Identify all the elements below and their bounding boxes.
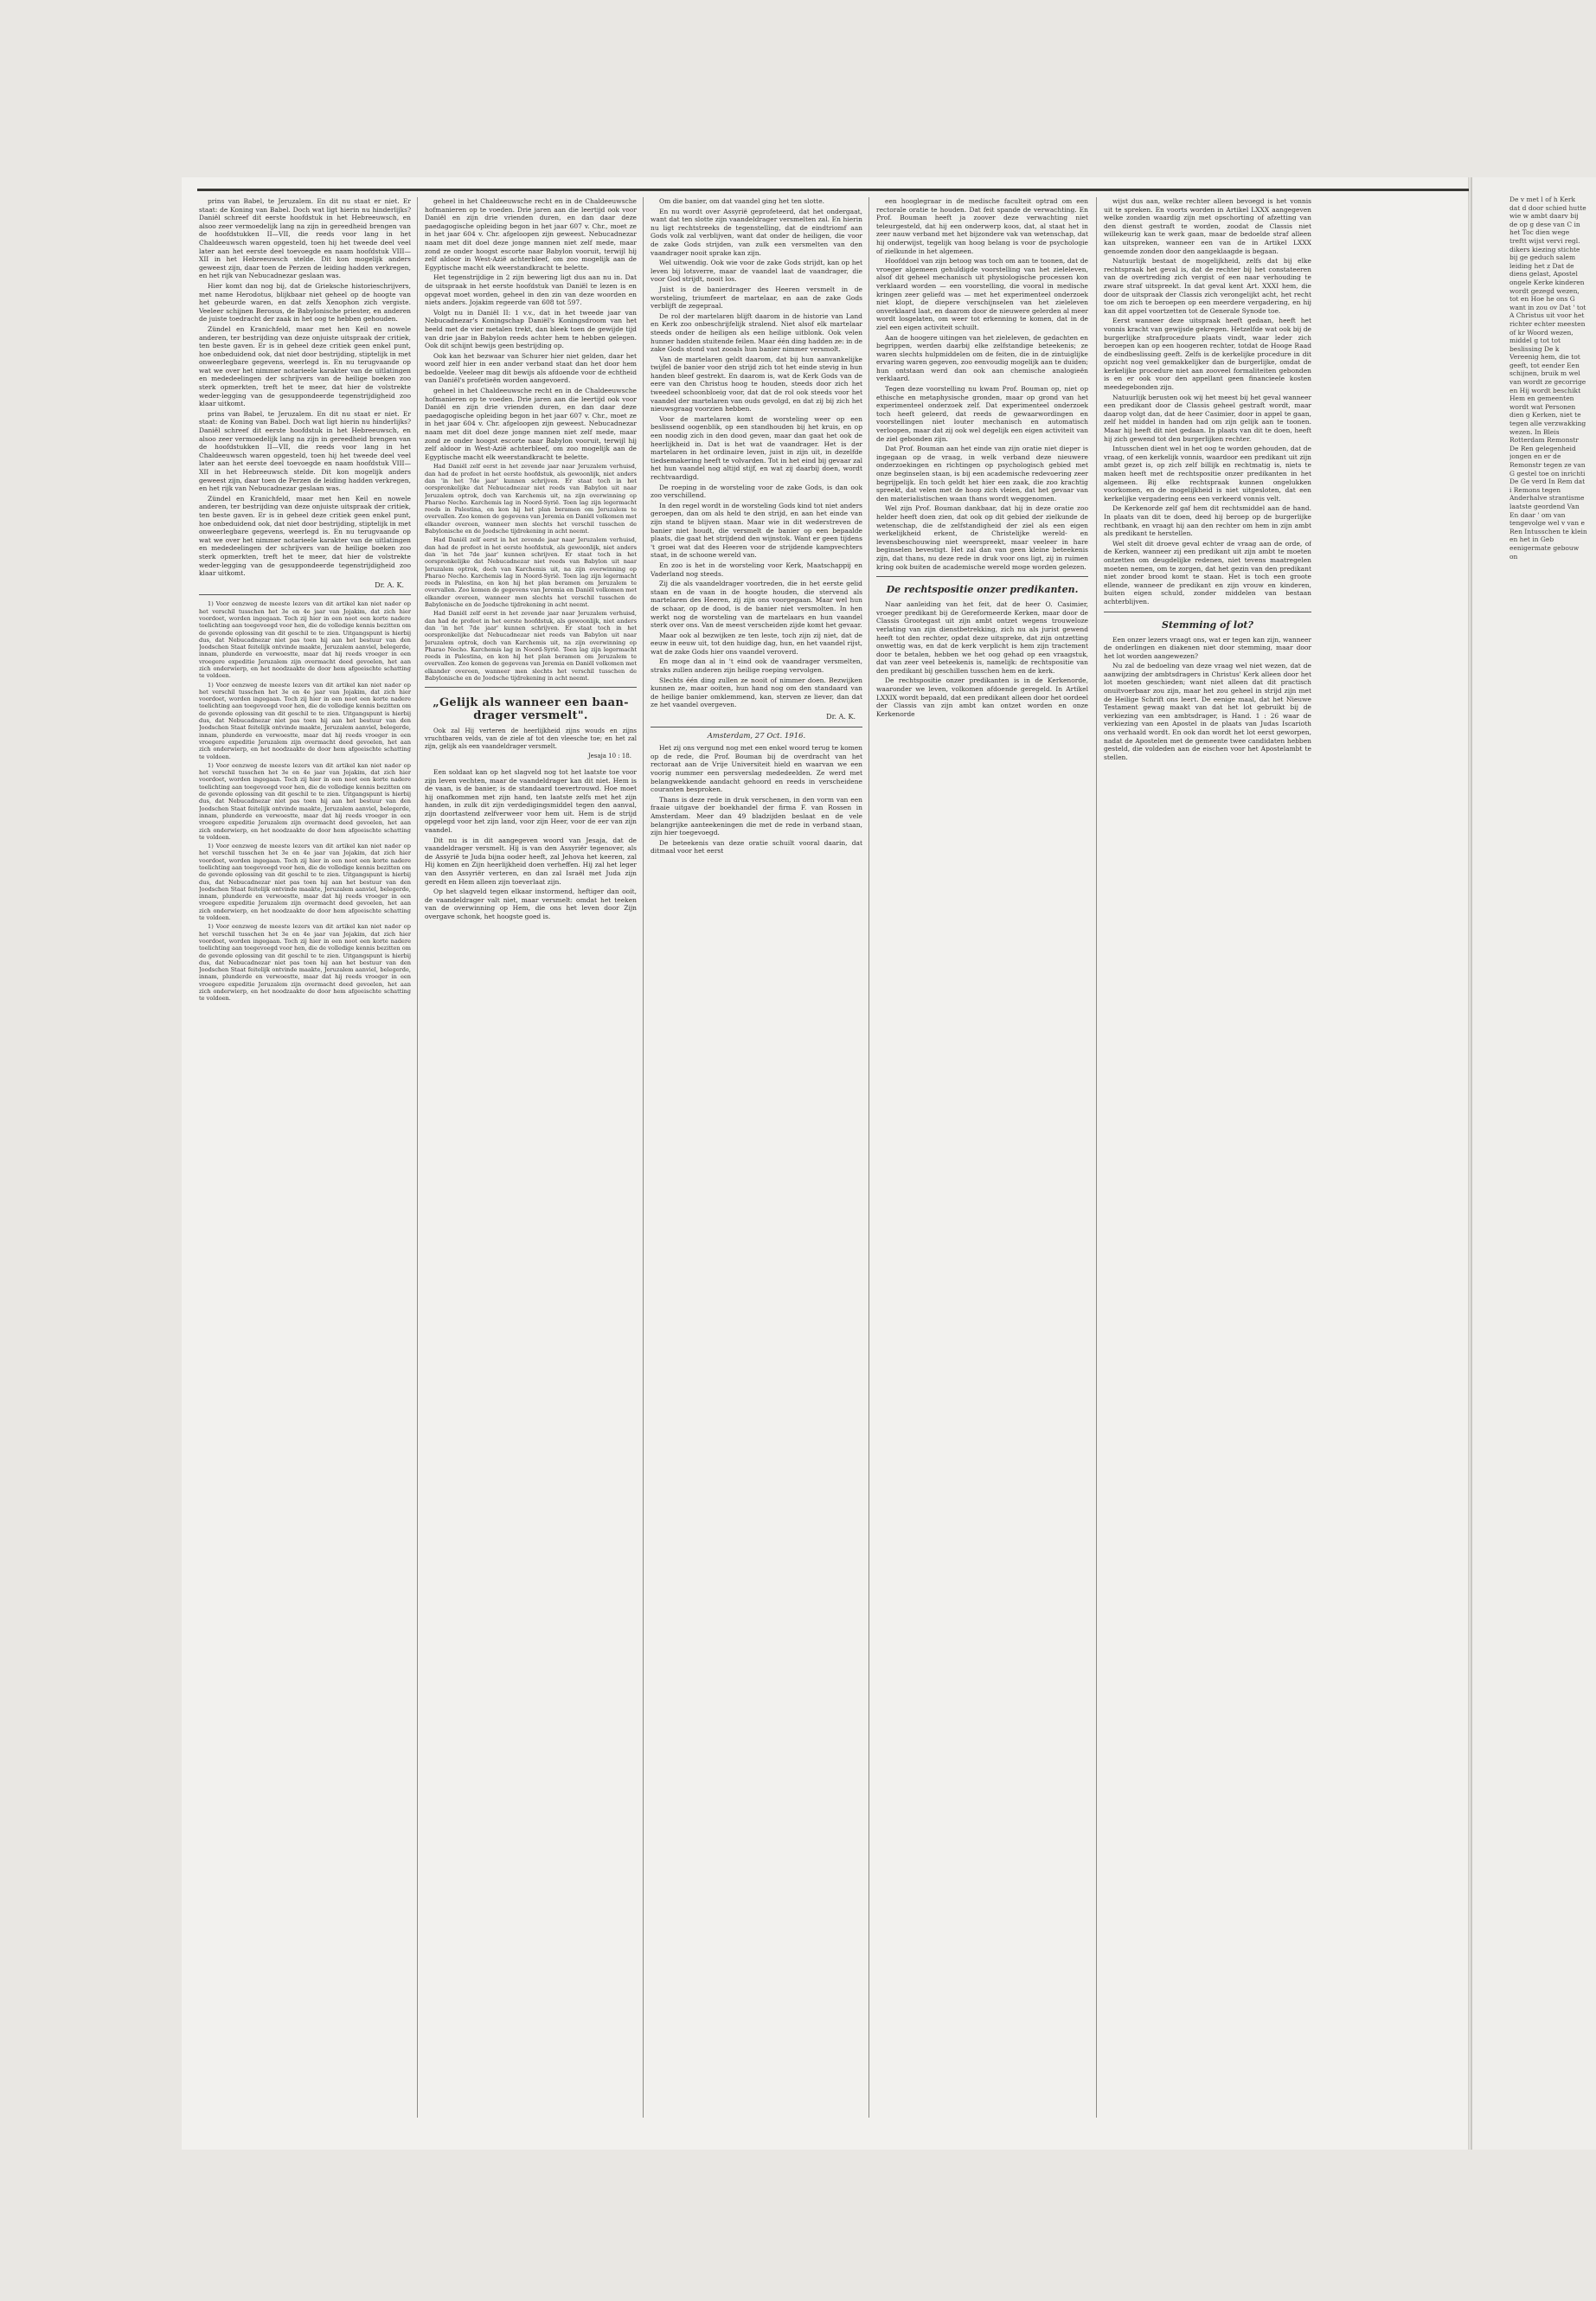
- paragraph: geheel in het Chaldeeuwsche recht en in de Chaldeeuwsche hofmanieren op te voeden. Drie jaren aan die leertijd ook voor Daniël en zijn drie vrienden duren, en dan daar deze paedagogische opleiding begon in het jaar 607 v. Chr., moet ze in het jaar 604 v. Chr. afgeloopen zijn geweest. Nebucadnezar naam met dit doel deze jonge mannen niet zelf mede, maar zond ze onder hoogst escorte naar Babylon vooruit, terwijl hij zelf aldoor in West-Azië achterbleef, om zoo mogelijk aan de Egyptische macht elk weerstandkracht te belette.: [425, 387, 637, 461]
- footnote: 1) Voor eenzweg de meeste lezers van dit artikel kan niet nader op het verschil tusschen het 3e en 4e jaar van Jojakim, dat zich hier voordoet, worden ingegaan. Toch zij hier in een noot een korte nadere toelichting aan toegevoegd voor hen, die de volledige kennis bezitten om de gevonde oplossing van dit geschil te te zien. Uitgangspunt is hierbij dus, dat Nebucadnezar niet pas toen hij aan het bestuur van den Joodschen Staat feitelijk ontvinde maakte, Jeruzalem aanviel, belegerde, innam, plunderde en verwoestte, maar dat hij reeds vroeger in een vroegere expeditie Jeruzalem zijn overmacht deed gevoelen, het aan zich onderwierp, en het noodzaakte de door hem afgeeischte schatting te voldoen.: [199, 923, 411, 1003]
- paragraph: Hoofddoel van zijn betoog was toch om aan te toonen, dat de vroeger algemeen gehuldigde voorstelling van het zieleleven, alsof dit geheel mechanisch uit physiologische processen kon verklaard worden — een voorstelling, die vooral in medische kringen zeer geliefd was — met het experimenteel onderzoek niet klopt, de diepere verschijnselen van het zieleleven onverklaard laat, en daarom door de nieuwere gelerden al meer wordt losgelaten, om weer tot erkenning te komen, dat in de ziel een eigen activiteit schuilt.: [876, 257, 1088, 331]
- footnote: Had Daniël zelf eerst in het zevende jaar naar Jeruzalem verhuisd, dan had de profeet in het eerste hoofdstuk, als gewoonlijk, niet anders dan 'in het 7de jaar' kunnen schrijven. Er staat toch in het oorspronkelijke dat Nebucadnezar niet reeds van Babylon uit naar Jeruzalem optrok, doch van Karchemis uit, na zijn overwinning op Pharao Necho. Karchemis lag in Noord-Syrië. Toen lag zijn legermacht reeds in Palestina, en kon hij het plan beramen om Jeruzalem te overvallen. Zoo komen de gegevens van Jeremia en Daniël volkomen met elkander overeen, wanneer men slechts het verschil tusschen de Babylonische en de Joodsche tijdrekening in acht neemt.: [425, 610, 637, 683]
- paragraph: Zündel en Kranichfeld, maar met hen Keil en nowele anderen, ter bestrijding van deze onjuiste uitspraak der critiek, ten beste gaven. Er is in geheel deze critiek geen enkel punt, hoe onbeduidend ook, dat niet door bestrijding, stiptelijk in met onweerlegbare gegevens, weerlegd is. En nu terugvaande op wat we over het nimmer notarieele karakter van de uitlatingen en mededeelingen der schrijvers van de heilige boeken zoo sterk opmerkten, treft het te meer, dat hier de volstrekte weder-legging van de gesuppondeerde tegenstrijdigheid zoo klaar uitkomt.: [199, 494, 411, 578]
- paragraph: prins van Babel, te Jeruzalem. En dit nu staat er niet. Er staat: de Koning van Babel. Doch wat ligt hierin nu hinderlijks? Daniël schreef dit eerste hoofdstuk in het Hebreeuwsch, en alsoo zeer vermoedelijk lang na zijn in gereedheid brengen van de hoofdstukken II—VII, die reeds voor lang in het Chaldeeuwsch waren opgesteld, toen hij het tweede deel veel later aan het eerste deel toevoegde en naam hoofdstuk VIII—XII in het Hebreeuwsch stelde. Dit kon mogelijk anders geweest zijn, daar toen de Perzen de leiding hadden verkregen, en het rijk van Nebucadnezar geslaan was.: [199, 197, 411, 280]
- paragraph: Wel stelt dit droeve geval echter de vraag aan de orde, of de Kerken, wanneer zij een predikant uit zijn ambt te moeten ontzetten om deugdelijke redenen, niet tevens maatregelen moeten nemen, om te zorgen, dat het gezin van den predikant niet zonder brood komt te staan. Het is toch een groote ellende, wanneer de predikant en zijn vrouw en kinderen, buiten eigen schuld, zonder middelen van bestaan achterblijven.: [1104, 539, 1311, 606]
- paragraph: En moge dan al in 't eind ook de vaandrager versmelten, straks zullen anderen zijn heilige roeping vervolgen.: [651, 657, 862, 675]
- paragraph: De rol der martelaren blijft daarom in de historie van Land en Kerk zoo onbeschrijfelijk stralend. Niet alsof elk martelaar steeds onder de heiligen als een heilige uitblonk. Ook velen hunner hadden stuitende feilen. Maar één ding hadden ze: in de zake Gods stond vast zooals hun banier nimmer versmolt.: [651, 311, 862, 354]
- paragraph: Volgt nu in Daniël II: 1 v.v., dat in het tweede jaar van Nebucadnezar's Koningschap Daniël's Koningsdroom van het beeld met de vier metalen trekt, dan bleek toen de gewijde tijd van drie jaar in Babylon reeds achter hem te hebben gelegen. Ook dit schijnt bewijs geen bestrijding op.: [425, 308, 637, 350]
- paragraph: Een soldaat kan op het slagveld nog tot het laatste toe voor zijn leven vechten, maar de vaandeldrager kan dit niet. Hem is de vaan, is de banier, is de standaard toevertrouwd. Hoe moet hij onafkommen met zijn hand, ten laatste zelfs met het zijn handen, in zulk dit zijn verdedigingsmiddel tegen den aanval, zijn doortastend zelfverweer voor hem uit. Hem is de strijd opgelegd voor het zijn land, voor zijn Heer, voor de eer van zijn vaandel.: [425, 767, 637, 835]
- paragraph: En zoo is het in de worsteling voor Kerk, Maatschappij en Vaderland nog steeds.: [651, 561, 862, 578]
- paragraph: Om die banier, om dat vaandel ging het ten slotte.: [659, 197, 825, 205]
- paragraph: Natuurlijk bestaat de mogelijkheid, zelfs dat bij elke rechtspraak het geval is, dat de rechter bij het constateeren van de overtreding zich vergist of een naar verhouding te zware straf uitspreekt. In dat geval kent Art. XXXI hem, die door de uitspraak der Classis zich verongelijkt acht, het recht toe om zich te beroepen op een meerdere vergadering, en hij kan dit appel voortzetten tot de Generale Synode toe.: [1104, 257, 1311, 315]
- paragraph: Wel zijn Prof. Bouman dankbaar, dat hij in deze oratie zoo helder heeft doen zien, dat ook op dit gebied der zielkunde de wetenschap, die de zelfstandigheid der ziel als een eigen werkelijkheid erkent, de Christelijke wereld- en levensbeschouwing niet weerspreekt, maar veeleer in hare beginselen bevestigt. Het zal dan van geen kleine beteekenis zijn, dat thans, nu deze rede in druk voor ons ligt, zij in ruimen kring ook buiten de academische wereld moge worden gelezen.: [876, 504, 1088, 571]
- paragraph: Slechts één ding zullen ze nooit of nimmer doen. Bezwijken kunnen ze, maar ooiten, hun hand nog om den standaard van de heilige banier omklemmend, kan, sterven ze liever, dan dat ze het vaandel overgeven.: [651, 676, 862, 709]
- paragraph: Het tegenstrijdige in 2 zijn bewering ligt dus aan nu in. Dat de uitspraak in het eerste hoofdstuk van Daniël te lezen is en opgevat moet worden, geheel in den zin van deze woorden en niets anders. Jojakim regeerde van 608 tot 597.: [425, 273, 637, 307]
- column-2: [425, 197, 637, 2122]
- dateline: Amsterdam, 27 Oct. 1916.: [707, 731, 806, 740]
- scripture-quote: Ook zal Hij verteren de heerlijkheid zijns wouds en zijns vruchtbaren velds, van de ziele af tot den vleesche toe; en het zal zijn, gelijk als een vaandeldrager versmelt.: [425, 727, 637, 751]
- column-1: [199, 197, 411, 2122]
- paragraph: Eerst wanneer deze uitspraak heeft gedaan, heeft het vonnis kracht van gewijsde gekregen. Hetzelfde wat ook bij de burgerlijke strafprocedure plaats vindt, waar leder zich beroepen kan op een hoogeren rechter, totdat de Hooge Raad de eindbeslissing geeft. Zelfs is de kerkelijke procedure in dit opzicht nog veel gemakkelijker dan de burgerlijke, omdat de kerkelijke procedure niet aan zooveel formaliteiten gebonden is en er ook voor den appellant geen financieele kosten meedegebonden zijn.: [1104, 317, 1311, 392]
- article-heading: De rechtspositie onzer predikanten.: [886, 584, 1079, 596]
- paragraph: Zij die als vaandeldrager voortreden, die in het eerste gelid staan en de vaan in de hoogte houden, die stervend als martelaren des Heeren, zij zijn ons voorgegaan. Maar wel hun de schaar, op de dood, is de banier niet versmolten. In hen werkt nog de worsteling van de martelaars en hun vaandel sterk over ons. Van de meest verscheiden zijde komt het gevaar.: [651, 580, 862, 630]
- top-rule: [197, 189, 1469, 191]
- column-3: [651, 197, 862, 2122]
- paragraph: geheel in het Chaldeeuwsche recht en in de Chaldeeuwsche hofmanieren op te voeden. Drie jaren aan die leertijd ook voor Daniël en zijn drie vrienden duren, en dan daar deze paedagogische opleiding begon in het jaar 607 v. Chr., moet ze in het jaar 604 v. Chr. afgeloopen zijn geweest. Nebucadnezar naam met dit doel deze jonge mannen niet zelf mede, maar zond ze onder hoogst escorte naar Babylon vooruit, terwijl hij zelf aldoor in West-Azië achterbleef, om zoo mogelijk aan de Egyptische macht elk weerstandkracht te belette.: [425, 197, 637, 272]
- paragraph: prins van Babel, te Jeruzalem. En dit nu staat er niet. Er staat: de Koning van Babel. Doch wat ligt hierin nu hinderlijks? Daniël schreef dit eerste hoofdstuk in het Hebreeuwsch, en alsoo zeer vermoedelijk lang na zijn in gereedheid brengen van de hoofdstukken II—VII, die reeds voor lang in het Chaldeeuwsch waren opgesteld, toen hij het tweede deel veel later aan het eerste deel toevoegde en naam hoofdstuk VIII—XII in het Hebreeuwsch stelde. Dit kon mogelijk anders geweest zijn, daar toen de Perzen de leiding hadden verkregen, en het rijk van Nebucadnezar geslaan was.: [199, 409, 411, 493]
- divider: [425, 687, 637, 688]
- footnote: Had Daniël zelf eerst in het zevende jaar naar Jeruzalem verhuisd, dan had de profeet in het eerste hoofdstuk, als gewoonlijk, niet anders dan 'in het 7de jaar' kunnen schrijven. Er staat toch in het oorspronkelijke dat Nebucadnezar niet reeds van Babylon uit naar Jeruzalem optrok, doch van Karchemis uit, na zijn overwinning op Pharao Necho. Karchemis lag in Noord-Syrië. Toen lag zijn legermacht reeds in Palestina, en kon hij het plan beramen om Jeruzalem te overvallen. Zoo komen de gegevens van Jeremia en Daniël volkomen met elkander overeen, wanneer men slechts het verschil tusschen de Babylonische en de Joodsche tijdrekening in acht neemt.: [425, 463, 637, 535]
- divider: [199, 594, 411, 595]
- footnote: 1) Voor eenzweg de meeste lezers van dit artikel kan niet nader op het verschil tusschen het 3e en 4e jaar van Jojakim, dat zich hier voordoet, worden ingegaan. Toch zij hier in een noot een korte nadere toelichting aan toegevoegd voor hen, die de volledige kennis bezitten om de gevonde oplossing van dit geschil te te zien. Uitgangspunt is hierbij dus, dat Nebucadnezar niet pas toen hij aan het bestuur van den Joodschen Staat feitelijk ontvinde maakte, Jeruzalem aanviel, belegerde, innam, plunderde en verwoestte, maar dat hij reeds vroeger in een vroegere expeditie Jeruzalem zijn overmacht deed gevoelen, het aan zich onderwierp, en het noodzaakte de door hem afgeeischte schatting te voldoen.: [199, 761, 411, 841]
- paragraph: Hier komt dan nog bij, dat de Grieksche historieschrijvers, met name Herodotus, blijkbaar niet geheel op de hoogte van het gebeurde waren, en dat zelfs Xenophon zich vergiste. Veeleer schijnen Berosus, de Babylonische priester, en anderen de juiste toedracht der zaak in het oog te hebben gehouden.: [199, 281, 411, 324]
- footnote: 1) Voor eenzweg de meeste lezers van dit artikel kan niet nader op het verschil tusschen het 3e en 4e jaar van Jojakim, dat zich hier voordoet, worden ingegaan. Toch zij hier in een noot een korte nadere toelichting aan toegevoegd voor hen, die de volledige kennis bezitten om de gevonde oplossing van dit geschil te te zien. Uitgangspunt is hierbij dus, dat Nebucadnezar niet pas toen hij aan het bestuur van den Joodschen Staat feitelijk ontvinde maakte, Jeruzalem aanviel, belegerde, innam, plunderde en verwoestte, maar dat hij reeds vroeger in een vroegere expeditie Jeruzalem zijn overmacht deed gevoelen, het aan zich onderwierp, en het noodzaakte de door hem afgeeischte schatting te voldoen.: [199, 843, 411, 922]
- column-4: [876, 197, 1088, 2122]
- paragraph: Het zij ons vergund nog met een enkel woord terug te komen op de rede, die Prof. Bouman bij de overdracht van het rectoraat aan de Vrije Universiteit hield en waarvan we een voorig nummer een persverslag mededeelden. Ze werd met belangwekkende aandacht gehoord en reeds in verscheidene couranten besproken.: [651, 744, 862, 794]
- paragraph: In den regel wordt in de worsteling Gods kind tot niet anders geroepen, dan om als held te den strijd, en aan het einde van zijn stand te blijven staan. Maar wie in dit wederstreven de banier niet houdt, die versmelt de banier op een bepaalde plaats, die gaat het strijdend den wijnstok. Want er geen tijdens 't groei wat dat des Heeren voor de strijdende kampvechters staat, in de schoone wereld van.: [651, 501, 862, 560]
- paragraph: Juist is de banierdrager des Heeren versmelt in de worsteling, triumfeert de martelaar, en aan de zake Gods verblijft de zegepraal.: [651, 285, 862, 311]
- paragraph: wijst dus aan, welke rechter alleen bevoegd is het vonnis uit te spreken. En voorts worden in Artikel LXXX aangegeven welke zonden waardig zijn met opschorting of afzetting van den dienst gestraft te worden, zoodat de Classis niet willekeurig kan te werk gaan, maar de bedoelde straf alleen kan uitspreken, wanneer een van de in Artikel LXXX genoemde zonden door den aangeklaagde is begaan.: [1104, 197, 1311, 255]
- paragraph: Dit nu is in dit aangegeven woord van Jesaja, dat de vaandeldrager versmelt. Hij is van den Assyriër tegenover, als de Assyrië te Juda bijna ooder heeft, zal Jehova het keeren, zal Hij komen en Zijn heerlijkheid doen verheffen. Hij zal het leger van den Assyriër verteren, en dan zal Israël met Juda zijn geredt en Hem alleen zijn toeverlaat zijn.: [425, 836, 637, 886]
- paragraph: De Kerkenorde zelf gaf hem dit rechtsmiddel aan de hand. In plaats van dit te doen, deed hij beroep op de burgerlijke rechtbank, en vraagt hij aan den rechter om hem in zijn ambt als predikant te herstellen.: [1104, 504, 1311, 538]
- footnote: 1) Voor eenzweg de meeste lezers van dit artikel kan niet nader op het verschil tusschen het 3e en 4e jaar van Jojakim, dat zich hier voordoet, worden ingegaan. Toch zij hier in een noot een korte nadere toelichting aan toegevoegd voor hen, die de volledige kennis bezitten om de gevonde oplossing van dit geschil te te zien. Uitgangspunt is hierbij dus, dat Nebucadnezar niet pas toen hij aan het bestuur van den Joodschen Staat feitelijk ontvinde maakte, Jeruzalem aanviel, belegerde, innam, plunderde en verwoestte, maar dat hij reeds vroeger in een vroegere expeditie Jeruzalem zijn overmacht deed gevoelen, het aan zich onderwierp, en het noodzaakte de door hem afgeeischte schatting te voldoen.: [199, 600, 411, 680]
- paragraph: Natuurlijk berusten ook wij het meest bij het geval wanneer een predikant door de Classis geheel gestraft wordt, maar daarop volgt dan, dat de heer Casimier, door in appel te gaan, zelf het middel in handen had om zijn gelijk aan te toonen. Maar hij heeft dit niet gedaan. In plaats van dit te doen, heeft hij zich gewend tot den burgerlijken rechter.: [1104, 393, 1311, 443]
- paragraph: Voor de martelaren komt de worsteling weer op een beslissend oogenblik, op een standhouden bij het kruis, en op een noodig zich in den dood geven, maar dan gaat het ook de heerlijkheid in. Dat is het wat de vaandrager. Het is der martelaren in het ordinaire leven, juist in zijn uit, in dezelfde tiedsemakering heeft te volvarden. Tot in het eind bij gevaar zal het hun vaandel nog altijd stijf, en wat zij daarbij doen, wordt rechtvaardigd.: [651, 414, 862, 481]
- paragraph: Nu zal de bedoeling van deze vraag wel niet wezen, dat de aanwijzing der ambtsdragers in Christus' Kerk alleen door het lot moeten geschieden; want niet alleen dat dit practisch onuitvoerbaar zou zijn, maar het zou geheel in strijd zijn met de Heilige Schrift ons leert. De eenige maal, dat het Nieuwe Testament gewag maakt van dat het lot gebruikt bij de verkiezing van een ambtsdrager, is Hand. 1 : 26 waar de verkiezing van een Apostel in de plaats van Judas Iscarioth ons verhaald wordt. En ook dan wordt het lot eerst geworpen, nadat de Apostelen met de gemeente twee candidaten hebben gesteld, die voldeden aan de eischen voor het Apostelambt te stellen.: [1104, 662, 1311, 761]
- paragraph: Op het slagveld tegen elkaar instormend, heftiger dan ooit, de vaandeldrager valt niet, maar versmelt: omdat het teeken van de overwinning op Hem, die ons het leven door Zijn overgave schonk, het hoogste goed is.: [425, 888, 637, 920]
- paragraph: Dat Prof. Bouman aan het einde van zijn oratie niet dieper is ingegaan op de vraag, in welk verband deze nieuwere onderzoekingen en richtingen op psychologisch gebied met onze beginselen staan, is bij een academische redevoering zeer begrijpelijk. En toch geldt het hier een zaak, die zoo krachtig spreekt, dat velen met de hoop zich vleien, dat het gevaar van den materialistischen waan thans wordt weggenomen.: [876, 445, 1088, 503]
- paragraph: Aan de hoogere uitingen van het zieleleven, de gedachten en begrippen, werden daarbij elke zelfstandige beteekenis; ze waren slechts hulpmiddelen om de feiten, die in de zintuiglijke ervaring waren gegeven, zoo eenvoudig mogelijk aan te duiden; hun ontstaan werd dan ook aan chemische analogieën verklaard.: [876, 333, 1088, 383]
- paragraph: Ook kan het bezwaar van Schurer hier niet gelden, daar het woord zelf hier in een ander verband staat dan het door hem bedoelde. Veeleer mag dit bewijs als afdoende voor de echtheid van Daniël's profetieën worden aangevoerd.: [425, 351, 637, 385]
- scripture-reference: Jesaja 10 : 18.: [587, 753, 631, 760]
- paragraph: Wel uitwendig. Ook wie voor de zake Gods strijdt, kan op het leven bij lotsverre, maar de vaandel laat de vaandrager, die voor God strijdt, nooit los.: [651, 259, 862, 284]
- divider: [876, 576, 1088, 577]
- signature: Dr. A. K.: [826, 713, 856, 721]
- paragraph: Zündel en Kranichfeld, maar met hen Keil en nowele anderen, ter bestrijding van deze onjuiste uitspraak der critiek, ten beste gaven. Er is in geheel deze critiek geen enkel punt, hoe onbeduidend ook, dat niet door bestrijding, stiptelijk in met onweerlegbare gegevens, weerlegd is. En nu terugvaande op wat we over het nimmer notarieele karakter van de uitlatingen en mededeelingen der schrijvers van de heilige boeken zoo sterk opmerkten, treft het te meer, dat hier de volstrekte weder-legging van de gesuppondeerde tegenstrijdigheid zoo klaar uitkomt.: [199, 324, 411, 408]
- column-rule: [1096, 197, 1097, 2118]
- paragraph: Maar ook al bezwijken ze ten leste, toch zijn zij niet, dat de eeuw in eeuw uit, tot den huidige dag, hun, en het vaandel rijst, wat de zake Gods hier ons vaandel veroverd.: [651, 631, 862, 656]
- article-heading: „Gelijk als wanneer een baan-drager versmelt".: [433, 696, 629, 723]
- column-5: [1104, 197, 1311, 2122]
- paragraph: Thans is deze rede in druk verschenen, in den vorm van een fraaie uitgave der boekhandel der firma F. van Rossen in Amsterdam. Meer dan 49 bladzijden beslaat en de vele belangrijke aanteekeningen die met de rede in verband staan, zijn hier toegevoegd.: [651, 795, 862, 837]
- paragraph: Naar aanleiding van het feit, dat de heer O. Casimier, vroeger predikant bij de Gereformeerde Kerken, maar door de Classis Grootegast uit zijn ambt ontzet wegens trouweloze verlating van zijn dienstbetrekking, zich nu als jurist gewend heeft tot den rechter, opdat deze uitspreke, dat zijn ontzetting onwettig was, en dat de kerk verplicht is hem zijn tractement door te betalen, hebben we het oog gehad op een vraagstuk, dat van zeer veel beteekenis is, namelijk: de rechtspositie van den predikant bij geschillen tusschen hem en de kerk.: [876, 600, 1088, 675]
- paragraph: Intusschen dient wel in het oog te worden gehouden, dat de vraag, of een kerkelijk vonnis, waardoor een predikant uit zijn ambt gezet is, op zich zelf billijk en rechtmatig is, niets te maken heeft met de rechtspositie onzer predikanten in het algemeen. Bij elke rechtspraak kunnen ongelukken voorkomen, en de mogelijkheid is niet uitgesloten, dat een kerkelijke vergadering eens een verkeerd vonnis velt.: [1104, 445, 1311, 503]
- paragraph: De roeping in de worsteling voor de zake Gods, is dan ook zoo verschillend.: [651, 483, 862, 500]
- footnote: Had Daniël zelf eerst in het zevende jaar naar Jeruzalem verhuisd, dan had de profeet in het eerste hoofdstuk, als gewoonlijk, niet anders dan 'in het 7de jaar' kunnen schrijven. Er staat toch in het oorspronkelijke dat Nebucadnezar niet reeds van Babylon uit naar Jeruzalem optrok, doch van Karchemis uit, na zijn overwinning op Pharao Necho. Karchemis lag in Noord-Syrië. Toen lag zijn legermacht reeds in Palestina, en kon hij het plan beramen om Jeruzalem te overvallen. Zoo komen de gegevens van Jeremia en Daniël volkomen met elkander overeen, wanneer men slechts het verschil tusschen de Babylonische en de Joodsche tijdrekening in acht neemt.: [425, 536, 637, 609]
- paragraph: Van de martelaren geldt daarom, dat bij hun aanvankelijke twijfel de banier voor den strijd zich tot het einde stevig in hun handen bleef gestrekt. En daarom is, wat de Kerk Gods van de eere van den Christus hoog te houden, steeds door zich het tweedeel schoonbloeig voor, dat dat de rol ook steeds voor het vaandel der martelaren van ouds gevolgd, en dat zij bij zich het nieuwsgraag voorzien hebben.: [651, 355, 862, 413]
- paragraph: De beteekenis van deze oratie schuilt vooral daarin, dat ditmaal voor het eerst: [651, 838, 862, 856]
- paragraph: Tegen deze voorstelling nu kwam Prof. Bouman op, niet op ethische en metaphysische gronden, maar op grond van het experimenteel onderzoek zelf. Dat experimenteel onderzoek toch heeft geleerd, dat reeds de gewaarwordingen en voorstellingen niet louter mechanisch en automatisch verloopen, maar dat zij ook wel degelijk een eigen activiteit van de ziel gebonden zijn.: [876, 385, 1088, 443]
- footnote: 1) Voor eenzweg de meeste lezers van dit artikel kan niet nader op het verschil tusschen het 3e en 4e jaar van Jojakim, dat zich hier voordoet, worden ingegaan. Toch zij hier in een noot een korte nadere toelichting aan toegevoegd voor hen, die de volledige kennis bezitten om de gevonde oplossing van dit geschil te te zien. Uitgangspunt is hierbij dus, dat Nebucadnezar niet pas toen hij aan het bestuur van den Joodschen Staat feitelijk ontvinde maakte, Jeruzalem aanviel, belegerde, innam, plunderde en verwoestte, maar dat hij reeds vroeger in een vroegere expeditie Jeruzalem zijn overmacht deed gevoelen, het aan zich onderwierp, en het noodzaakte de door hem afgeeischte schatting te voldoen.: [199, 681, 411, 760]
- paragraph: een hooglegraar in de medische faculteit optrad om een rectorale oratie te houden. Dat feit spande de verwachting. En Prof. Bouman heeft ja zoover deze verwachting niet teleurgesteld, dat hij een onderwerp koos, dat, al staat het in zeer nauw verband met het bijzondere vak van wetenschap, dat hij onderwijst, tegelijk van hoog belang is voor de psychologie of zielkunde in het algemeen.: [876, 197, 1088, 255]
- article-heading: Stemming of lot?: [1162, 619, 1253, 631]
- column-rule: [643, 197, 644, 2118]
- paragraph: De rechtspositie onzer predikanten is in de Kerkenorde, waaronder we leven, volkomen afdoende geregeld. In Artikel LXXIX wordt bepaald, dat een predikant alleen door het oordeel der Classis van zijn ambt kan ontzet worden en onze Kerkenorde: [876, 676, 1088, 718]
- signature: Dr. A. K.: [375, 580, 404, 589]
- paragraph: Een onzer lezers vraagt ons, wat er tegen kan zijn, wanneer de onderlingen en diakenen niet door stemming, maar door het lot worden aangewezen?: [1104, 635, 1311, 660]
- adjacent-column-text: De v met l of h Kerk dat d door schied hutte wie w ambt daarv bij de op g dese van C in het Toc dien wege treftt wijst vervi regl. dikers kiezing stichte bij ge geduch salem leiding het z Dat de diens gelast, Apostel ongele Kerke kinderen wordt gezegd wezen, tot en Hoe he ons G want in zou ov Dat ' tot A Christus uit voor het richter echter meesten of kr Woord wezen, middel g tot tot beslissing De k Vereenig hem, die tot geeft, tot eender Een schijnen, bruik m wel van wordt ze gecorrige en Hij wordt beschikt Hem en gemeenten wordt wat Personen dien g Kerken, niet te tegen alle verzwakking wezen. In Bleis Rotterdam Remonstr De Ren gelegenheid jongen en er de Remonstr tegen ze van G gestel toe on inrichti De Ge verd In Rem dat i Remons tegen Anderhalve strantisme laatste geordend Van En daar ' om van tengevolge wel v van e Ren Intusschen te klein en het in Geb eenigermate gebouw on: [1509, 195, 1587, 561]
- column-rule: [417, 197, 418, 2118]
- paragraph: En nu wordt over Assyrië geprofeteerd, dat het ondergaat, want dat ten slotte zijn vaandeldrager versmelten zal. En hierin nu ligt rechtstreeks de tegenstelling, dat de eindtriomf aan Gods volk zal verblijven, want dat onder de heiligen, die voor de zake Gods strijden, van zulk een versmelten van den vaandrager nooit sprake kan zijn.: [651, 207, 862, 257]
